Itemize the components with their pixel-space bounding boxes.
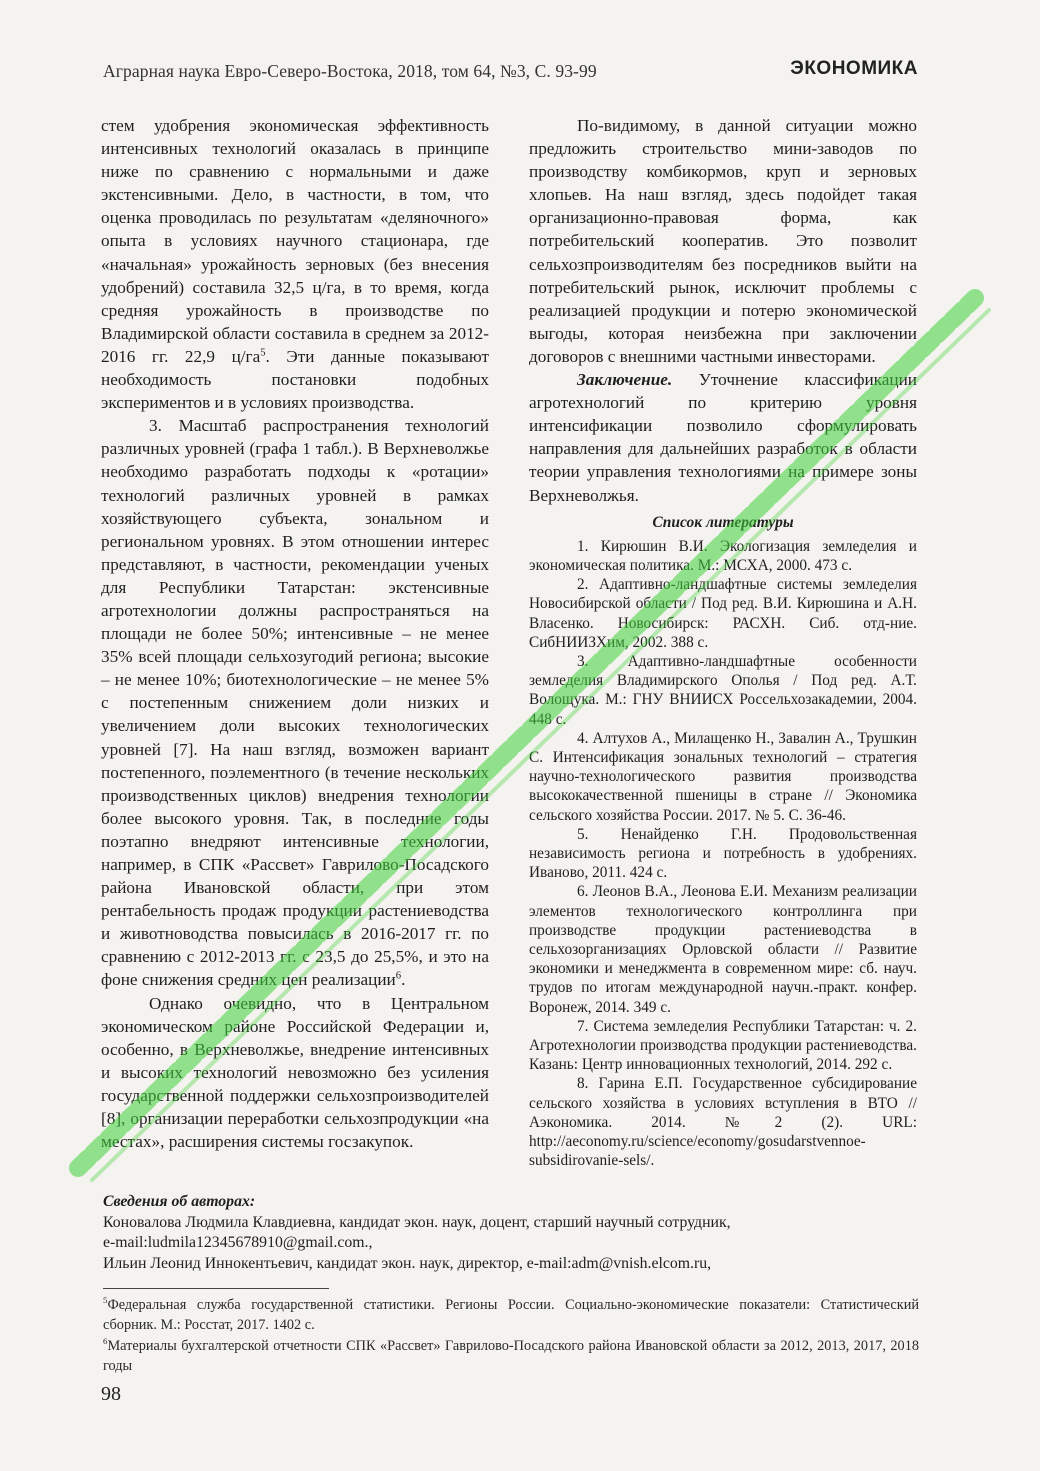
author-line: Ильин Леонид Иннокентьевич, кандидат экон. наук, директор, e-mail:adm@vnish.elcom.ru, (103, 1254, 712, 1272)
journal-header: Аграрная наука Евро-Северо-Востока, 2018, том 64, №3, С. 93-99 (103, 61, 597, 81)
author-info (103, 1192, 923, 1274)
author-email[interactable]: e-mail:ludmila12345678910@gmail.com., (103, 1234, 373, 1251)
section-title: ЭКОНОМИКА (790, 58, 918, 79)
reference-item[interactable]: 8. Гарина Е.П. Государственное субсидирование сельского хозяйства в условиях вступления в ВТО // Аэкономика. 2014. №2 (2). URL: http://aeconomy.ru/science/economy/gosudarstvennoe-subsidirovanie-sels/. (529, 1075, 917, 1170)
author-line: Коновалова Людмила Клавдиевна, кандидат экон. наук, доцент, старший научный сотрудник, (103, 1213, 731, 1231)
right-column (529, 114, 917, 1170)
reference-item: 1. Кирюшин В.И. Экологизация земледелия и экономическая политика. М.: МСХА, 2000. 473 с. (529, 537, 917, 574)
footnotes (103, 1296, 919, 1378)
reference-item: 5. Ненайденко Г.Н. Продовольственная независимость региона и потребность в удобрениях. Иваново, 2011. 424 с. (529, 825, 917, 882)
references-heading: Список литературы (652, 513, 794, 531)
reference-list (529, 537, 917, 1171)
left-column (101, 114, 489, 1153)
conclusion-label: Заключение. (577, 370, 673, 390)
paragraph: Однако очевидно, что в Центральном экономическом районе Российской Федерации и, особенно, в Верхневолжье, внедрение интенсивных и высоких технологий невозможно без усиления государственной поддержки сельхозпроизводителей [8], организации переработки сельхозпродукции «на местах», расширения системы госзакупок. (101, 993, 489, 1152)
paragraph: По-видимому, в данной ситуации можно предложить строительство мини-заводов по производству комбикормов, круп и зерновых хлопьев. На наш взгляд, здесь подойдет такая организационно-правовая форма, как потребительский кооператив. Это позволит сельхозпроизводителям без посредников выйти на потребительский рынок, исключит проблемы с реализацией продукции и потерю экономической выгоды, которая неизбежна при заключении договоров с внешними частными инвесторами. (529, 116, 917, 366)
footnote-divider (103, 1288, 329, 1289)
conclusion-paragraph: Заключение. Уточнение классификации агротехнологий по критерию уровня интенсификации позволило сформулировать направления для дальнейших разработок в области теории управления технологиями на примере зоны Верхневолжья. (529, 370, 917, 505)
paragraph: 3. Масштаб распространения технологий различных уровней (графа 1 табл.). В Верхневолжье необходимо разработать подходы к «ротации» технологий различных уровней в рамках хозяйствующего субъекта, зональном и региональном уровнях. В этом отношении интерес представляют, в частности, рекомендации ученых для Республики Татарстан: экстенсивные агротехнологии должны распространяться на площади не более 50%; интенсивные – не менее 35% всей площади сельхозугодий региона; высокие – не менее 10%; биотехнологические – не менее 5% с постепенным снижением доли низких и увеличением доли высоких технологических уровней [7]. На наш взгляд, возможен вариант постепенного, поэлементного (в течение нескольких производственных циклов) внедрения технологии более высокого уровня. Так, в последние годы поэтапно внедряют интенсивные технологии, например, в СПК «Рассвет» Гаврилово-Посадского района Ивановской области, при этом рентабельность продаж продукции растениеводства и животноводства повысилась в 2016-2017 гг. по сравнению с 2012-2013 гг. с 23,5 до 25,5%, и это на фоне снижения средних цен реализации$^6$. (101, 416, 489, 990)
reference-item: 6. Леонов В.А., Леонова Е.И. Механизм реализации элементов технологического контроллинга при производстве продукции растениеводства в сельхозорганизациях Орловской области // Развитие экономики и менеджмента в современном мире: сб. науч. трудов по итогам международной научн.-практ. конфер. Воронеж, 2014. 349 с. (529, 883, 917, 1016)
paragraph: стем удобрения экономическая эффективность интенсивных технологий оказалась в принципе ниже по сравнению с нормальными и даже экстенсивными. Дело, в частности, в том, что оценка проводилась по результатам «деляночного» опыта в условиях научного стационара, где «начальная» урожайность зерновых (без внесения удобрений) составила 32,5 ц/га, в то время, когда средняя урожайность в производстве по Владимирской области составила в среднем за 2012-2016 гг. 22,9 $ц/га^5$. Эти данные показывают необходимость постановки подобных экспериментов и в условиях производства. (101, 116, 489, 413)
author-info-title: Сведения об авторах: (103, 1193, 256, 1210)
footnote: $^5$Федеральная служба государственной статистики. Регионы России. Социально-экономические показатели: Статистический сборник. М.: Росстат, 2017. 1402 с. (103, 1295, 919, 1333)
reference-item: 7. Система земледелия Республики Татарстан: ч. 2. Агротехнологии производства продукции растениеводства. Казань: Центр инновационных технологий, 2014. 292 с. (529, 1017, 917, 1074)
footnote-mark[interactable]: 6 (395, 970, 402, 982)
reference-item: 3. Адаптивно-ландшафтные особенности земледелия Владимирского Ополья / Под ред. А.Т. Волощука. М.: ГНУ ВНИИСХ Россельхозакадемии, 2004. 448 с. (529, 652, 917, 728)
reference-item: 2. Адаптивно-ландшафтные системы земледелия Новосибирской области / Под ред. В.И. Кирюшина и А.Н. Власенко. Новосибирск: РАСХН. Сиб. отд-ние. СибНИИЗХим, 2002. 388 с. (529, 576, 917, 651)
footnote: $^6$Материалы бухгалтерской отчетности СПК «Рассвет» Гаврилово-Посадского района Ивановской области за 2012, 2013, 2017, 2018 годы (103, 1336, 919, 1374)
footnote-mark[interactable]: 5 (260, 347, 266, 359)
page-number: 98 (101, 1383, 121, 1405)
reference-item: 4. Алтухов А., Милащенко Н., Завалин А., Трушкин С. Интенсификация зональных технологий – стратегия научно-технологического развития производства высококачественной пшеницы в стране // Экономика сельского хозяйства России. 2017. № 5. С. 36-46. (529, 729, 917, 824)
